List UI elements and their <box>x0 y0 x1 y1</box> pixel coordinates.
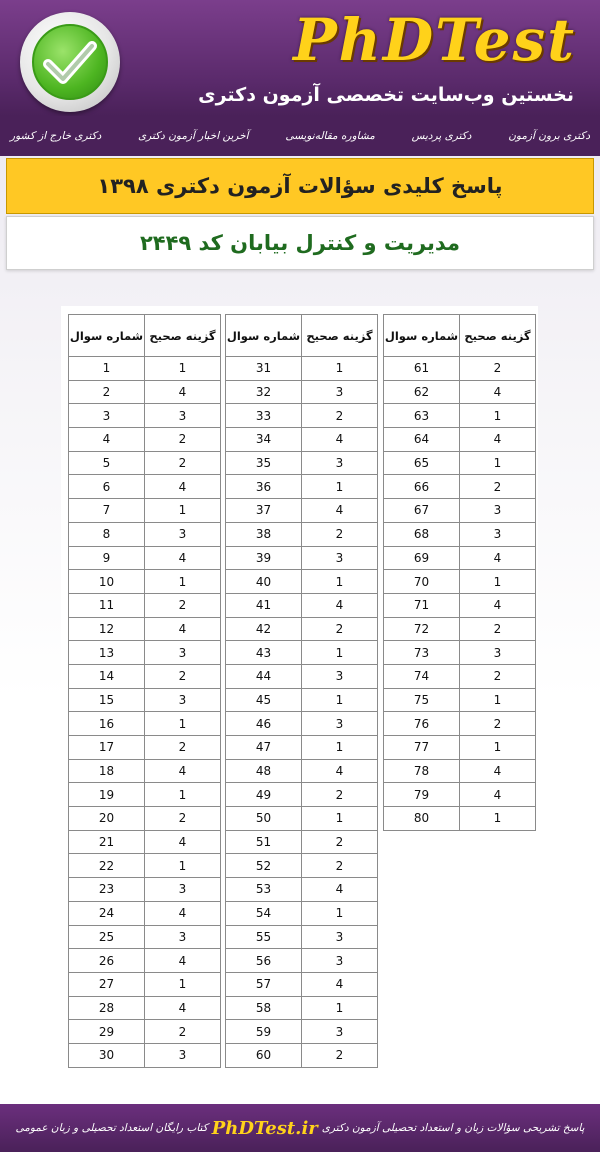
question-number-cell: 15 <box>69 688 145 712</box>
question-number-cell: 52 <box>226 854 302 878</box>
table-row <box>384 664 536 688</box>
question-number-cell: 62 <box>384 380 460 404</box>
question-number-cell: 59 <box>226 1020 302 1044</box>
table-row <box>384 570 536 594</box>
correct-option-cell: 1 <box>460 451 536 475</box>
correct-option-cell: 4 <box>302 759 378 783</box>
table-row <box>69 901 221 925</box>
table-row <box>226 925 378 949</box>
question-number-cell: 35 <box>226 451 302 475</box>
table-row <box>226 972 378 996</box>
footer-text-right[interactable]: پاسخ تشریحی سؤالات زبان و استعداد تحصیلی آزمون دکتری <box>321 1122 585 1134</box>
table-row <box>226 996 378 1020</box>
table-row <box>69 428 221 452</box>
correct-option-cell: 1 <box>302 807 378 831</box>
correct-option-cell: 2 <box>302 830 378 854</box>
table-row <box>69 664 221 688</box>
correct-option-cell: 4 <box>302 499 378 523</box>
correct-option-cell: 2 <box>145 451 221 475</box>
table-row <box>69 475 221 499</box>
correct-option-cell: 2 <box>302 854 378 878</box>
question-number-cell: 26 <box>69 949 145 973</box>
table-row <box>226 593 378 617</box>
question-number-cell: 11 <box>69 593 145 617</box>
logo-badge <box>32 24 108 100</box>
correct-option-cell: 4 <box>460 428 536 452</box>
correct-option-cell: 4 <box>145 546 221 570</box>
table-row <box>69 949 221 973</box>
correct-option-cell: 4 <box>145 996 221 1020</box>
question-number-cell: 54 <box>226 901 302 925</box>
question-number-cell: 8 <box>69 522 145 546</box>
question-number-cell: 18 <box>69 759 145 783</box>
correct-option-cell: 4 <box>302 878 378 902</box>
question-number-cell: 16 <box>69 712 145 736</box>
table-row <box>384 593 536 617</box>
table-row <box>384 688 536 712</box>
question-number-cell: 44 <box>226 664 302 688</box>
table-row <box>384 807 536 831</box>
field-banner <box>6 216 594 270</box>
question-number-cell: 61 <box>384 357 460 381</box>
table-row <box>69 404 221 428</box>
table-row <box>226 783 378 807</box>
correct-option-cell: 3 <box>302 451 378 475</box>
table-row <box>384 451 536 475</box>
correct-option-cell: 2 <box>460 664 536 688</box>
correct-option-cell: 2 <box>302 1043 378 1067</box>
answer-table-1 <box>68 314 221 1068</box>
correct-option-cell: 2 <box>460 712 536 736</box>
correct-option-cell: 1 <box>145 499 221 523</box>
table-row <box>384 617 536 641</box>
table-row <box>226 357 378 381</box>
correct-option-cell: 1 <box>302 570 378 594</box>
correct-option-cell: 2 <box>302 404 378 428</box>
correct-option-cell: 2 <box>145 593 221 617</box>
answer-table-3 <box>383 314 536 831</box>
question-number-cell: 1 <box>69 357 145 381</box>
site-tagline: نخستین وب‌سایت تخصصی آزمون دکتری <box>198 84 574 106</box>
table-row <box>226 546 378 570</box>
correct-option-cell: 4 <box>145 617 221 641</box>
nav-item-abroad-phd[interactable]: دکتری خارج از کشور <box>10 130 102 142</box>
table-row <box>69 499 221 523</box>
question-number-cell: 14 <box>69 664 145 688</box>
table-row <box>226 949 378 973</box>
question-number-cell: 64 <box>384 428 460 452</box>
table-row <box>226 617 378 641</box>
question-number-cell: 51 <box>226 830 302 854</box>
correct-option-cell: 1 <box>145 854 221 878</box>
question-number-cell: 66 <box>384 475 460 499</box>
question-number-cell: 48 <box>226 759 302 783</box>
question-number-cell: 24 <box>69 901 145 925</box>
correct-option-cell: 4 <box>460 759 536 783</box>
question-number-cell: 63 <box>384 404 460 428</box>
correct-option-cell: 3 <box>460 641 536 665</box>
question-number-cell: 7 <box>69 499 145 523</box>
question-number-cell: 55 <box>226 925 302 949</box>
question-number-cell: 45 <box>226 688 302 712</box>
correct-option-cell: 4 <box>145 475 221 499</box>
question-number-cell: 19 <box>69 783 145 807</box>
correct-option-cell: 1 <box>302 357 378 381</box>
question-number-cell: 31 <box>226 357 302 381</box>
correct-option-cell: 1 <box>145 783 221 807</box>
header-correct-option: گزینه صحیح <box>302 315 378 357</box>
table-row <box>226 404 378 428</box>
question-number-cell: 4 <box>69 428 145 452</box>
correct-option-cell: 4 <box>145 901 221 925</box>
table-row <box>226 475 378 499</box>
correct-option-cell: 4 <box>460 380 536 404</box>
question-number-cell: 47 <box>226 736 302 760</box>
correct-option-cell: 4 <box>145 830 221 854</box>
correct-option-cell: 4 <box>460 783 536 807</box>
question-number-cell: 33 <box>226 404 302 428</box>
correct-option-cell: 4 <box>460 593 536 617</box>
footer-text-left[interactable]: کتاب رایگان استعداد تحصیلی و زبان عمومی <box>15 1122 208 1134</box>
table-row <box>69 878 221 902</box>
table-row <box>69 854 221 878</box>
question-number-cell: 28 <box>69 996 145 1020</box>
table-row <box>384 712 536 736</box>
correct-option-cell: 2 <box>460 475 536 499</box>
question-number-cell: 25 <box>69 925 145 949</box>
correct-option-cell: 4 <box>302 972 378 996</box>
table-row <box>69 1043 221 1067</box>
question-number-cell: 77 <box>384 736 460 760</box>
correct-option-cell: 2 <box>145 664 221 688</box>
correct-option-cell: 3 <box>145 641 221 665</box>
table-row <box>226 641 378 665</box>
table-row <box>384 428 536 452</box>
question-number-cell: 69 <box>384 546 460 570</box>
table-row <box>69 1020 221 1044</box>
question-number-cell: 23 <box>69 878 145 902</box>
correct-option-cell: 1 <box>460 404 536 428</box>
table-row <box>226 570 378 594</box>
correct-option-cell: 3 <box>145 688 221 712</box>
correct-option-cell: 1 <box>460 570 536 594</box>
correct-option-cell: 1 <box>302 736 378 760</box>
table-row <box>226 522 378 546</box>
correct-option-cell: 1 <box>460 736 536 760</box>
correct-option-cell: 4 <box>145 759 221 783</box>
table-row <box>384 380 536 404</box>
site-footer <box>0 1104 600 1152</box>
question-number-cell: 53 <box>226 878 302 902</box>
table-row <box>226 1043 378 1067</box>
table-row <box>226 830 378 854</box>
question-number-cell: 12 <box>69 617 145 641</box>
correct-option-cell: 1 <box>145 570 221 594</box>
correct-option-cell: 1 <box>302 996 378 1020</box>
table-row <box>384 641 536 665</box>
correct-option-cell: 3 <box>302 546 378 570</box>
table-row <box>69 522 221 546</box>
table-row <box>69 759 221 783</box>
correct-option-cell: 4 <box>302 593 378 617</box>
correct-option-cell: 3 <box>145 878 221 902</box>
table-row <box>384 783 536 807</box>
question-number-cell: 17 <box>69 736 145 760</box>
question-number-cell: 34 <box>226 428 302 452</box>
table-row <box>226 736 378 760</box>
correct-option-cell: 2 <box>460 617 536 641</box>
correct-option-cell: 2 <box>302 783 378 807</box>
table-row <box>384 499 536 523</box>
table-row <box>384 736 536 760</box>
question-number-cell: 13 <box>69 641 145 665</box>
table-row <box>226 688 378 712</box>
question-number-cell: 22 <box>69 854 145 878</box>
table-row <box>69 357 221 381</box>
question-number-cell: 36 <box>226 475 302 499</box>
nav-item-latest-news[interactable]: آخرین اخبار آزمون دکتری <box>138 130 249 142</box>
correct-option-cell: 4 <box>302 428 378 452</box>
question-number-cell: 29 <box>69 1020 145 1044</box>
brand-name[interactable]: PhDTest <box>293 6 576 74</box>
table-row <box>384 475 536 499</box>
table-row <box>384 759 536 783</box>
question-number-cell: 49 <box>226 783 302 807</box>
table-row <box>384 522 536 546</box>
correct-option-cell: 3 <box>145 925 221 949</box>
correct-option-cell: 4 <box>460 546 536 570</box>
correct-option-cell: 3 <box>302 712 378 736</box>
page-title: پاسخ کلیدی سؤالات آزمون دکتری ۱۳۹۸ <box>97 174 503 198</box>
correct-option-cell: 3 <box>460 522 536 546</box>
question-number-cell: 42 <box>226 617 302 641</box>
question-number-cell: 78 <box>384 759 460 783</box>
table-row <box>226 807 378 831</box>
table-row <box>69 807 221 831</box>
table-row <box>69 451 221 475</box>
table-row <box>226 664 378 688</box>
correct-option-cell: 3 <box>145 522 221 546</box>
table-row <box>226 759 378 783</box>
correct-option-cell: 3 <box>302 925 378 949</box>
question-number-cell: 43 <box>226 641 302 665</box>
nav-item-offline-phd[interactable]: دکتری برون آزمون <box>508 130 590 142</box>
correct-option-cell: 1 <box>460 688 536 712</box>
table-row <box>69 996 221 1020</box>
question-number-cell: 80 <box>384 807 460 831</box>
question-number-cell: 40 <box>226 570 302 594</box>
table-row <box>69 783 221 807</box>
question-number-cell: 5 <box>69 451 145 475</box>
checkmark-icon <box>32 24 108 100</box>
table-header-row <box>384 315 536 357</box>
table-header-row <box>69 315 221 357</box>
question-number-cell: 70 <box>384 570 460 594</box>
question-number-cell: 58 <box>226 996 302 1020</box>
question-number-cell: 32 <box>226 380 302 404</box>
question-number-cell: 21 <box>69 830 145 854</box>
correct-option-cell: 4 <box>145 380 221 404</box>
table-row <box>226 901 378 925</box>
correct-option-cell: 3 <box>302 1020 378 1044</box>
question-number-cell: 74 <box>384 664 460 688</box>
table-row <box>69 712 221 736</box>
question-number-cell: 60 <box>226 1043 302 1067</box>
table-row <box>69 972 221 996</box>
question-number-cell: 39 <box>226 546 302 570</box>
table-row <box>226 854 378 878</box>
field-title: مدیریت و کنترل بیابان کد ۲۴۴۹ <box>139 231 461 255</box>
table-row <box>226 499 378 523</box>
nav-item-article-consulting[interactable]: مشاوره مقاله‌نویسی <box>285 130 375 142</box>
correct-option-cell: 4 <box>145 949 221 973</box>
table-row <box>69 641 221 665</box>
question-number-cell: 3 <box>69 404 145 428</box>
question-number-cell: 76 <box>384 712 460 736</box>
question-number-cell: 79 <box>384 783 460 807</box>
question-number-cell: 73 <box>384 641 460 665</box>
question-number-cell: 37 <box>226 499 302 523</box>
table-row <box>69 830 221 854</box>
correct-option-cell: 3 <box>302 949 378 973</box>
header-question-number: شماره سوال <box>384 315 460 357</box>
question-number-cell: 6 <box>69 475 145 499</box>
question-number-cell: 57 <box>226 972 302 996</box>
header-question-number: شماره سوال <box>69 315 145 357</box>
table-header-row <box>226 315 378 357</box>
table-row <box>69 380 221 404</box>
table-row <box>226 380 378 404</box>
correct-option-cell: 1 <box>145 972 221 996</box>
table-row <box>226 428 378 452</box>
table-row <box>69 546 221 570</box>
correct-option-cell: 3 <box>302 380 378 404</box>
table-row <box>69 688 221 712</box>
correct-option-cell: 2 <box>302 617 378 641</box>
correct-option-cell: 3 <box>145 404 221 428</box>
table-row <box>69 925 221 949</box>
table-row <box>69 570 221 594</box>
nav-item-pardis-phd[interactable]: دکتری پردیس <box>411 130 472 142</box>
question-number-cell: 2 <box>69 380 145 404</box>
table-row <box>69 736 221 760</box>
correct-option-cell: 2 <box>145 1020 221 1044</box>
header-question-number: شماره سوال <box>226 315 302 357</box>
answer-key-card <box>61 306 538 1096</box>
table-row <box>384 357 536 381</box>
question-number-cell: 50 <box>226 807 302 831</box>
correct-option-cell: 1 <box>302 641 378 665</box>
table-row <box>226 451 378 475</box>
table-row <box>226 712 378 736</box>
table-row <box>69 593 221 617</box>
correct-option-cell: 1 <box>302 688 378 712</box>
correct-option-cell: 1 <box>145 357 221 381</box>
main-nav <box>0 116 600 156</box>
question-number-cell: 71 <box>384 593 460 617</box>
question-number-cell: 41 <box>226 593 302 617</box>
table-row <box>69 617 221 641</box>
site-logo[interactable] <box>20 12 120 112</box>
correct-option-cell: 3 <box>145 1043 221 1067</box>
correct-option-cell: 2 <box>460 357 536 381</box>
question-number-cell: 68 <box>384 522 460 546</box>
correct-option-cell: 2 <box>145 736 221 760</box>
table-row <box>226 878 378 902</box>
correct-option-cell: 2 <box>145 807 221 831</box>
correct-option-cell: 2 <box>302 522 378 546</box>
table-row <box>384 546 536 570</box>
correct-option-cell: 3 <box>302 664 378 688</box>
question-number-cell: 10 <box>69 570 145 594</box>
correct-option-cell: 3 <box>460 499 536 523</box>
question-number-cell: 9 <box>69 546 145 570</box>
question-number-cell: 72 <box>384 617 460 641</box>
question-number-cell: 65 <box>384 451 460 475</box>
correct-option-cell: 1 <box>302 901 378 925</box>
table-row <box>384 404 536 428</box>
question-number-cell: 30 <box>69 1043 145 1067</box>
question-number-cell: 56 <box>226 949 302 973</box>
table-row <box>226 1020 378 1044</box>
correct-option-cell: 1 <box>460 807 536 831</box>
question-number-cell: 75 <box>384 688 460 712</box>
correct-option-cell: 2 <box>145 428 221 452</box>
question-number-cell: 38 <box>226 522 302 546</box>
correct-option-cell: 1 <box>302 475 378 499</box>
question-number-cell: 20 <box>69 807 145 831</box>
answer-key-title-banner <box>6 158 594 214</box>
site-header <box>0 0 600 116</box>
header-correct-option: گزینه صحیح <box>145 315 221 357</box>
correct-option-cell: 1 <box>145 712 221 736</box>
question-number-cell: 46 <box>226 712 302 736</box>
answer-table-2 <box>225 314 378 1068</box>
footer-brand-link[interactable]: PhDTest.ir <box>211 1117 318 1139</box>
header-correct-option: گزینه صحیح <box>460 315 536 357</box>
question-number-cell: 27 <box>69 972 145 996</box>
question-number-cell: 67 <box>384 499 460 523</box>
